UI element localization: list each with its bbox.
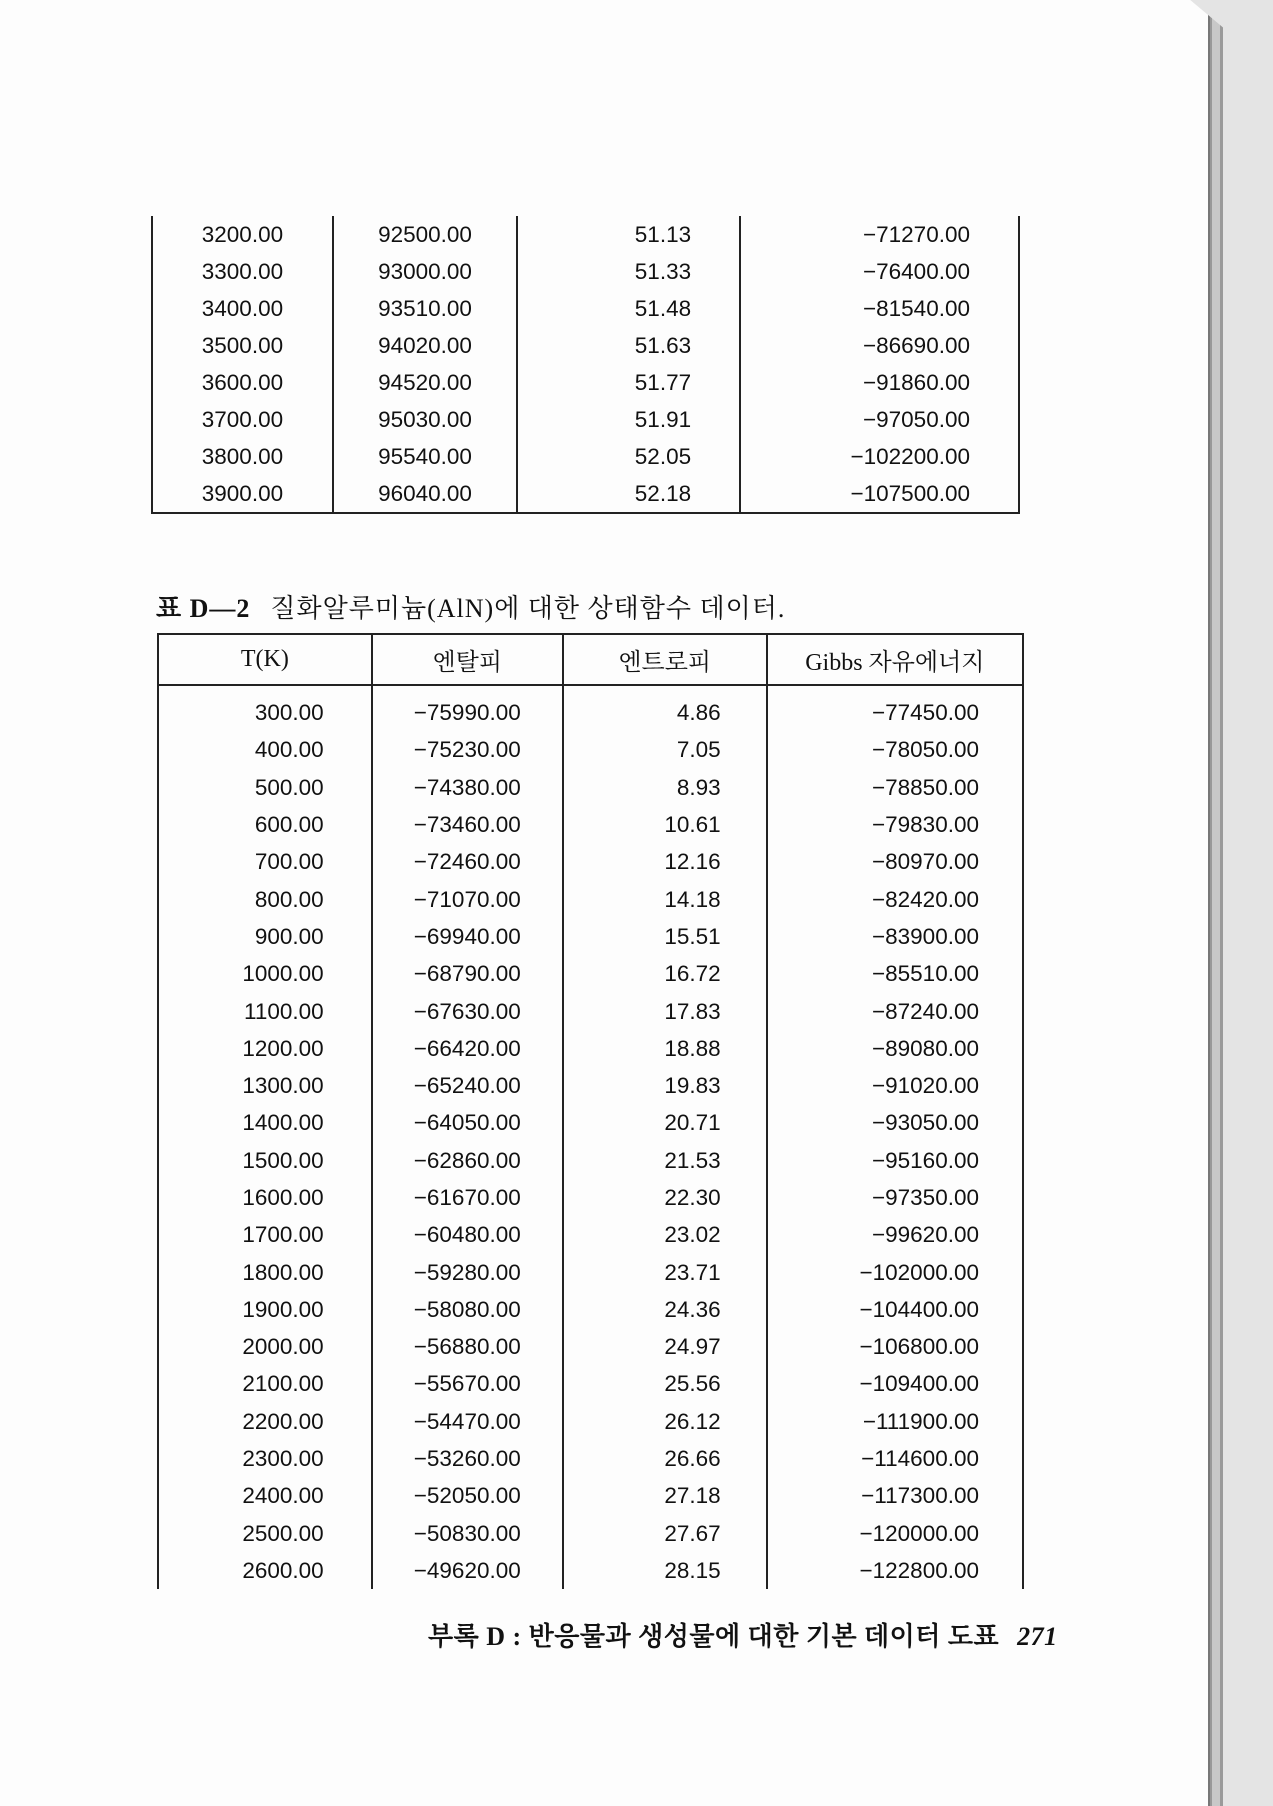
table-cell: −69940.00 — [372, 918, 563, 955]
page-corner-fold — [1177, 0, 1242, 28]
table-cell: 3200.00 — [152, 216, 333, 253]
table-row — [158, 1104, 1023, 1141]
table-cell: −64050.00 — [372, 1104, 563, 1141]
table-cell: −74380.00 — [372, 769, 563, 806]
table-cell: −91860.00 — [740, 364, 1019, 401]
table-cell: −55670.00 — [372, 1365, 563, 1402]
header-row — [158, 634, 1023, 685]
table-cell: −49620.00 — [372, 1552, 563, 1589]
table-row — [158, 685, 1023, 731]
table-cell: 20.71 — [563, 1104, 767, 1141]
table-cell: 1200.00 — [158, 1030, 372, 1067]
table-cell: 600.00 — [158, 806, 372, 843]
table-row — [158, 1328, 1023, 1365]
table-cell: −109400.00 — [767, 1365, 1023, 1402]
table-cell: −91020.00 — [767, 1067, 1023, 1104]
table-cell: −89080.00 — [767, 1030, 1023, 1067]
table-row — [152, 327, 1019, 364]
continued-data-table — [151, 216, 1020, 514]
table-caption-label: 표 D—2 — [156, 594, 251, 623]
table-row — [158, 1552, 1023, 1589]
table-cell: 27.67 — [563, 1515, 767, 1552]
table-cell: −82420.00 — [767, 880, 1023, 917]
table-cell: −75230.00 — [372, 731, 563, 768]
table-cell: 14.18 — [563, 880, 767, 917]
table-row — [158, 1253, 1023, 1290]
table-cell: −81540.00 — [740, 290, 1019, 327]
table-cell: 16.72 — [563, 955, 767, 992]
table-row — [158, 992, 1023, 1029]
aln-state-function-table — [157, 633, 1024, 1589]
table-cell: 21.53 — [563, 1142, 767, 1179]
table-cell: 22.30 — [563, 1179, 767, 1216]
table-row — [152, 438, 1019, 475]
table-row — [158, 1515, 1023, 1552]
table-cell: 1400.00 — [158, 1104, 372, 1141]
table-row — [158, 1403, 1023, 1440]
table-row — [152, 290, 1019, 327]
table-row — [158, 1216, 1023, 1253]
table-cell: 400.00 — [158, 731, 372, 768]
continued-table-body — [152, 216, 1019, 513]
table-cell: 52.05 — [517, 438, 740, 475]
table-cell: −122800.00 — [767, 1552, 1023, 1589]
table-cell: 51.77 — [517, 364, 740, 401]
table-cell: 3300.00 — [152, 253, 333, 290]
table-cell: −97350.00 — [767, 1179, 1023, 1216]
table-cell: −97050.00 — [740, 401, 1019, 438]
table-cell: 1100.00 — [158, 992, 372, 1029]
table-cell: 10.61 — [563, 806, 767, 843]
table-row — [158, 1030, 1023, 1067]
table-cell: −68790.00 — [372, 955, 563, 992]
table-cell: −86690.00 — [740, 327, 1019, 364]
table-cell: 25.56 — [563, 1365, 767, 1402]
table-cell: −102200.00 — [740, 438, 1019, 475]
table-cell: 15.51 — [563, 918, 767, 955]
table-cell: 27.18 — [563, 1477, 767, 1514]
table-cell: −106800.00 — [767, 1328, 1023, 1365]
table-cell: 900.00 — [158, 918, 372, 955]
table-body — [158, 685, 1023, 1589]
table-row — [158, 769, 1023, 806]
table-cell: −67630.00 — [372, 992, 563, 1029]
table-cell: −54470.00 — [372, 1403, 563, 1440]
table-cell: 26.12 — [563, 1403, 767, 1440]
table-cell: −71270.00 — [740, 216, 1019, 253]
table-row — [158, 918, 1023, 955]
table-cell: −73460.00 — [372, 806, 563, 843]
table-cell: −62860.00 — [372, 1142, 563, 1179]
table-cell: 24.36 — [563, 1291, 767, 1328]
table-cell: 28.15 — [563, 1552, 767, 1589]
table-row — [158, 843, 1023, 880]
table-row — [158, 1142, 1023, 1179]
table-cell: −65240.00 — [372, 1067, 563, 1104]
table-cell: 51.48 — [517, 290, 740, 327]
table-cell: 93000.00 — [333, 253, 517, 290]
table-row — [158, 1440, 1023, 1477]
table-cell: 23.71 — [563, 1253, 767, 1290]
table-cell: −78850.00 — [767, 769, 1023, 806]
table-cell: 8.93 — [563, 769, 767, 806]
table-cell: −61670.00 — [372, 1179, 563, 1216]
table-row — [158, 880, 1023, 917]
table-cell: 3500.00 — [152, 327, 333, 364]
table-cell: −111900.00 — [767, 1403, 1023, 1440]
table-row — [158, 1477, 1023, 1514]
table-cell: 1300.00 — [158, 1067, 372, 1104]
page-footer — [428, 1616, 1058, 1653]
table-cell: 2200.00 — [158, 1403, 372, 1440]
table-cell: −76400.00 — [740, 253, 1019, 290]
table-cell: 2600.00 — [158, 1552, 372, 1589]
table-cell: 93510.00 — [333, 290, 517, 327]
table-cell: −60480.00 — [372, 1216, 563, 1253]
page-number: 271 — [1017, 1622, 1058, 1651]
table-cell: −56880.00 — [372, 1328, 563, 1365]
table-cell: 2000.00 — [158, 1328, 372, 1365]
table-cell: 23.02 — [563, 1216, 767, 1253]
table-row — [152, 475, 1019, 513]
table-cell: −50830.00 — [372, 1515, 563, 1552]
table-cell: 92500.00 — [333, 216, 517, 253]
table-cell: 300.00 — [158, 685, 372, 731]
table-header — [158, 634, 1023, 685]
table-cell: 51.33 — [517, 253, 740, 290]
table-cell: −59280.00 — [372, 1253, 563, 1290]
header-entropy: 엔트로피 — [563, 634, 767, 685]
table-cell: 51.63 — [517, 327, 740, 364]
footer-text: 부록 D : 반응물과 생성물에 대한 기본 데이터 도표 — [428, 1622, 1000, 1651]
table-cell: −120000.00 — [767, 1515, 1023, 1552]
table-cell: 2500.00 — [158, 1515, 372, 1552]
table-row — [152, 253, 1019, 290]
table-cell: 1700.00 — [158, 1216, 372, 1253]
table-cell: 3800.00 — [152, 438, 333, 475]
table-cell: 3600.00 — [152, 364, 333, 401]
table-cell: 51.13 — [517, 216, 740, 253]
table-cell: 3900.00 — [152, 475, 333, 513]
table-cell: −83900.00 — [767, 918, 1023, 955]
table-cell: −58080.00 — [372, 1291, 563, 1328]
table-cell: 95030.00 — [333, 401, 517, 438]
table-cell: 1500.00 — [158, 1142, 372, 1179]
table-cell: 2400.00 — [158, 1477, 372, 1514]
table-cell: 700.00 — [158, 843, 372, 880]
table-cell: 800.00 — [158, 880, 372, 917]
table-cell: −80970.00 — [767, 843, 1023, 880]
table-row — [158, 1067, 1023, 1104]
table-cell: −52050.00 — [372, 1477, 563, 1514]
table-row — [158, 731, 1023, 768]
table-cell: 1600.00 — [158, 1179, 372, 1216]
table-caption-text: 질화알루미늄(AlN)에 대한 상태함수 데이터. — [270, 594, 786, 623]
table-cell: 17.83 — [563, 992, 767, 1029]
table-cell: 2100.00 — [158, 1365, 372, 1402]
table-cell: −102000.00 — [767, 1253, 1023, 1290]
table-cell: −75990.00 — [372, 685, 563, 731]
table-cell: 94020.00 — [333, 327, 517, 364]
table-cell: 7.05 — [563, 731, 767, 768]
table-cell: −78050.00 — [767, 731, 1023, 768]
table-cell: −107500.00 — [740, 475, 1019, 513]
table-cell: −77450.00 — [767, 685, 1023, 731]
table-cell: −66420.00 — [372, 1030, 563, 1067]
table-cell: −79830.00 — [767, 806, 1023, 843]
table-cell: 1800.00 — [158, 1253, 372, 1290]
table-cell: 24.97 — [563, 1328, 767, 1365]
table-cell: −71070.00 — [372, 880, 563, 917]
table-cell: 94520.00 — [333, 364, 517, 401]
table-cell: −93050.00 — [767, 1104, 1023, 1141]
table-row — [158, 955, 1023, 992]
table-cell: −85510.00 — [767, 955, 1023, 992]
table-cell: 19.83 — [563, 1067, 767, 1104]
table-cell: −53260.00 — [372, 1440, 563, 1477]
table-cell: 1900.00 — [158, 1291, 372, 1328]
table-row — [158, 1291, 1023, 1328]
table-row — [152, 364, 1019, 401]
table-cell: 3700.00 — [152, 401, 333, 438]
table-cell: 51.91 — [517, 401, 740, 438]
table-caption — [156, 588, 785, 625]
table-cell: −99620.00 — [767, 1216, 1023, 1253]
table-cell: 2300.00 — [158, 1440, 372, 1477]
header-gibbs-energy: Gibbs 자유에너지 — [767, 634, 1023, 685]
table-cell: −95160.00 — [767, 1142, 1023, 1179]
table-cell: 500.00 — [158, 769, 372, 806]
table-cell: −117300.00 — [767, 1477, 1023, 1514]
table-cell: 95540.00 — [333, 438, 517, 475]
table-cell: −72460.00 — [372, 843, 563, 880]
table-cell: −114600.00 — [767, 1440, 1023, 1477]
table-cell: 1000.00 — [158, 955, 372, 992]
table-row — [152, 401, 1019, 438]
table-cell: 12.16 — [563, 843, 767, 880]
table-cell: −104400.00 — [767, 1291, 1023, 1328]
table-row — [158, 1179, 1023, 1216]
table-cell: −87240.00 — [767, 992, 1023, 1029]
table-row — [158, 806, 1023, 843]
table-cell: 96040.00 — [333, 475, 517, 513]
table-cell: 3400.00 — [152, 290, 333, 327]
table-cell: 52.18 — [517, 475, 740, 513]
header-temperature: T(K) — [158, 634, 372, 685]
table-cell: 18.88 — [563, 1030, 767, 1067]
table-row — [152, 216, 1019, 253]
table-cell: 26.66 — [563, 1440, 767, 1477]
table-row — [158, 1365, 1023, 1402]
header-enthalpy: 엔탈피 — [372, 634, 563, 685]
table-cell: 4.86 — [563, 685, 767, 731]
